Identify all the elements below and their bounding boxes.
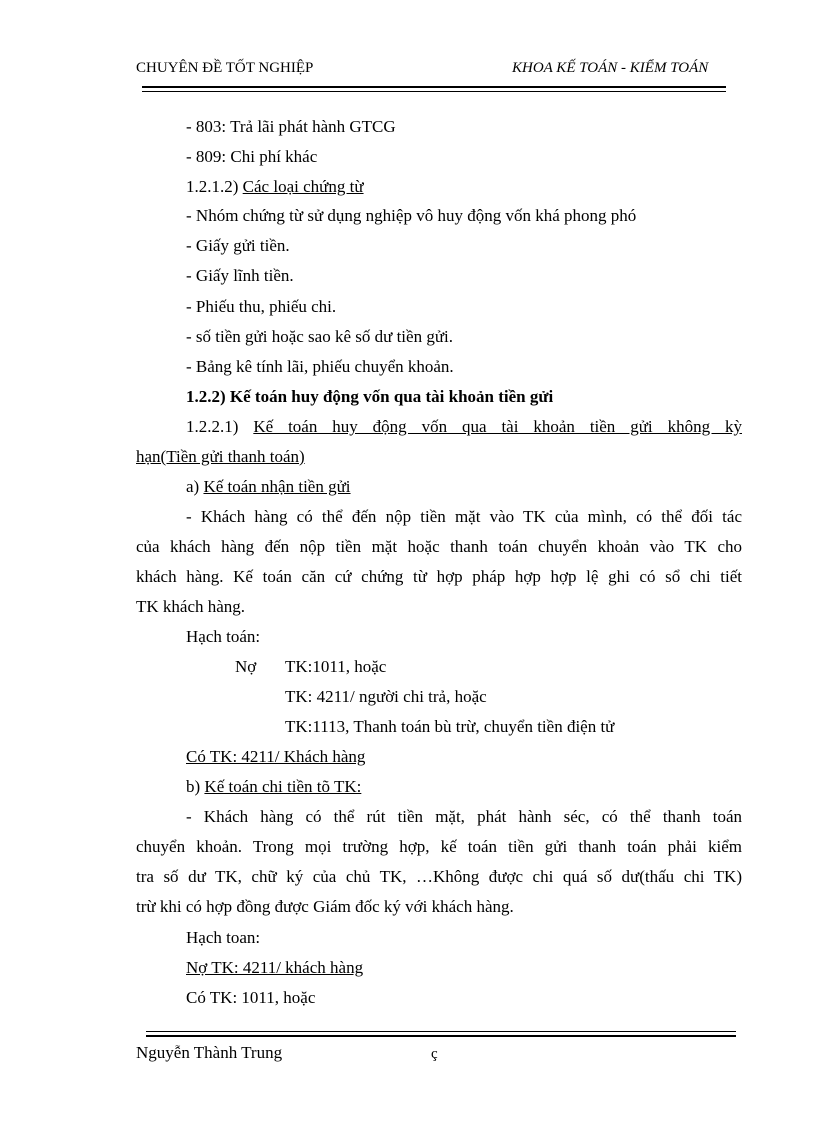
subsection-title-cont: hạn(Tiền gửi thanh toán) [136,447,305,466]
subsection-number: 1.2.2.1) [186,417,254,436]
paragraph-line: - Khách hàng có thể rút tiền mặt, phát hành séc, có thể thanh toán [186,807,742,826]
header-rule-thick [142,86,726,88]
item-heading [186,477,351,497]
paragraph-line: TK khách hàng. [136,597,246,616]
footer-rule-thin [146,1031,736,1032]
text-line: - Giấy lĩnh tiền. [186,266,294,285]
debit-label: Nợ [235,657,257,676]
entry-line: TK:1113, Thanh toán bù trừ, chuyển tiền điện tử [285,717,615,736]
credit-line: Có TK: 1011, hoặc [186,988,316,1007]
debit-line: Nợ TK: 4211/ khách hàng [186,958,364,977]
text-line: Hạch toan: [186,928,261,947]
subsection-title: Kế toán huy động vốn qua tài khoản tiền gửi không kỳ [253,417,742,436]
paragraph-line: tra số dư TK, chữ ký của chủ TK, …Không được chi quá số dư(thấu chi TK) [136,867,742,886]
text-line: - Nhóm chứng từ sử dụng nghiệp vô huy động vốn khá phong phó [186,206,637,225]
page-number: ç [431,1046,438,1062]
item-title: Kế toán nhận tiền gửi [203,477,351,496]
section-number: 1.2.1.2) [186,177,243,196]
section-heading [186,177,364,197]
text-line: - số tiền gửi hoặc sao kê số dư tiền gửi. [186,327,454,346]
item-heading [186,777,361,797]
credit-line: Có TK: 4211/ Khách hàng [186,747,366,766]
footer-author: Nguyễn Thành Trung [136,1043,283,1062]
text-line: - Bảng kê tính lãi, phiếu chuyển khoản. [186,357,454,376]
paragraph-line: của khách hàng đến nộp tiền mặt hoặc thanh toán chuyển khoản vào TK cho [136,537,742,556]
footer-rule-thick [146,1035,736,1037]
item-prefix: a) [186,477,204,496]
header-rule-thin [142,91,726,92]
item-title: Kế toán chi tiền tõ TK: [204,777,362,796]
section-heading-bold: 1.2.2) Kế toán huy động vốn qua tài khoản tiền gửi [186,387,554,406]
text-line: - 809: Chi phí khác [186,147,318,166]
paragraph-line: trừ khi có hợp đồng được Giám đốc ký với khách hàng. [136,897,514,916]
subsection-heading [136,417,742,437]
paragraph-line: - Khách hàng có thể đến nộp tiền mặt vào TK của mình, có thể đối tác [186,507,742,526]
entry-line: TK:1011, hoặc [285,657,387,676]
section-title: Các loại chứng từ [242,177,364,196]
text-line: - Giấy gửi tiền. [186,236,290,255]
paragraph-line: chuyển khoản. Trong mọi trường hợp, kế toán tiền gửi thanh toán phải kiểm [136,837,742,856]
item-prefix: b) [186,777,205,796]
text-line: - 803: Trả lãi phát hành GTCG [186,117,396,136]
paragraph-line: khách hàng. Kế toán căn cứ chứng từ hợp pháp hợp hợp lệ ghi có sổ chi tiết [136,567,742,586]
text-line: - Phiếu thu, phiếu chi. [186,297,337,316]
text-line: Hạch toán: [186,627,261,646]
header-right-title: KHOA KẾ TOÁN - KIỂM TOÁN [512,60,709,76]
entry-line: TK: 4211/ người chi trả, hoặc [285,687,487,706]
header-left-title: CHUYÊN ĐỀ TỐT NGHIỆP [136,60,314,76]
